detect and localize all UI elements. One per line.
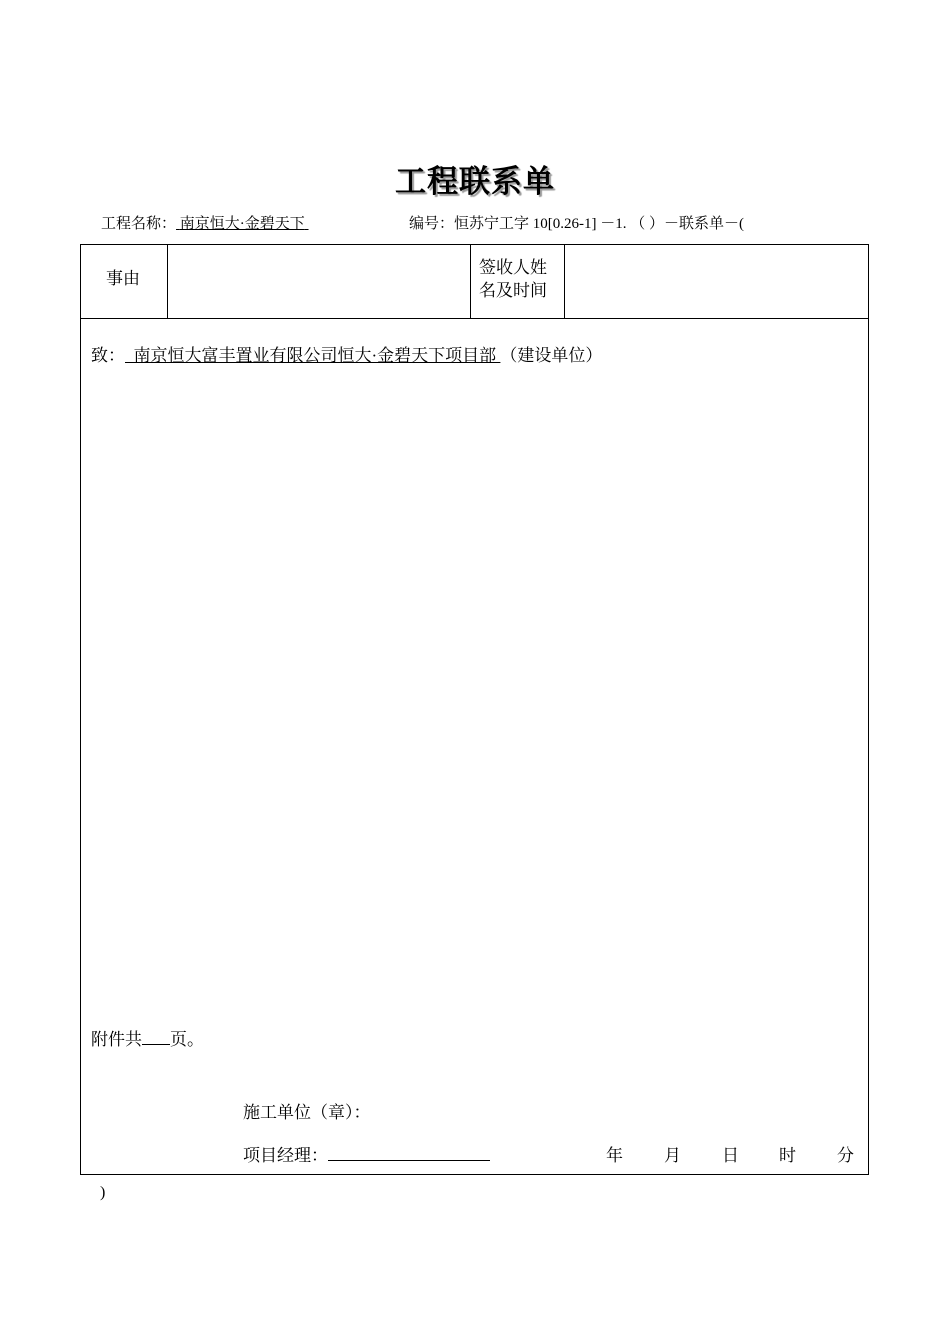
trailing-paren: ) (100, 1184, 106, 1201)
liaison-form-table (80, 244, 869, 1175)
contractor-line (243, 1098, 371, 1123)
attachment-count-field[interactable] (142, 1028, 170, 1045)
signer-label-line1: 签收人姓 (479, 258, 547, 277)
recipient-suffix: （建设单位） (500, 346, 603, 365)
recipient-name: 南京恒大富丰置业有限公司恒大·金碧天下项目部 (125, 346, 501, 365)
date-minute-label: 分 (837, 1146, 854, 1165)
attachment-suffix: 页。 (170, 1030, 204, 1049)
recipient-line (91, 341, 602, 366)
attachment-prefix: 附件共 (91, 1030, 142, 1049)
divider (167, 245, 168, 318)
signer-label-line2: 名及时间 (479, 281, 547, 300)
manager-line (243, 1141, 490, 1166)
subject-label: 事由 (106, 269, 140, 288)
date-month-label: 月 (664, 1146, 681, 1165)
divider (81, 318, 868, 319)
project-name-line (101, 212, 309, 233)
document-number: 编号：恒苏宁工字 10[0.26-1] －1. （ ）－联系单－( (409, 216, 744, 232)
divider (470, 245, 471, 318)
document-title: 工程联系单 (395, 164, 555, 200)
date-year-label: 年 (606, 1146, 623, 1165)
manager-signature-field[interactable] (328, 1144, 490, 1161)
project-name-label: 工程名称： (101, 216, 177, 232)
attachment-line (91, 1025, 204, 1050)
date-day-label: 日 (722, 1146, 739, 1165)
manager-label: 项目经理： (243, 1146, 328, 1165)
divider (564, 245, 565, 318)
date-hour-label: 时 (779, 1146, 796, 1165)
signer-label (479, 256, 561, 302)
recipient-label: 致： (91, 346, 125, 365)
project-name-value: 南京恒大·金碧天下 (179, 216, 305, 232)
contractor-label: 施工单位（章）： (243, 1103, 371, 1122)
